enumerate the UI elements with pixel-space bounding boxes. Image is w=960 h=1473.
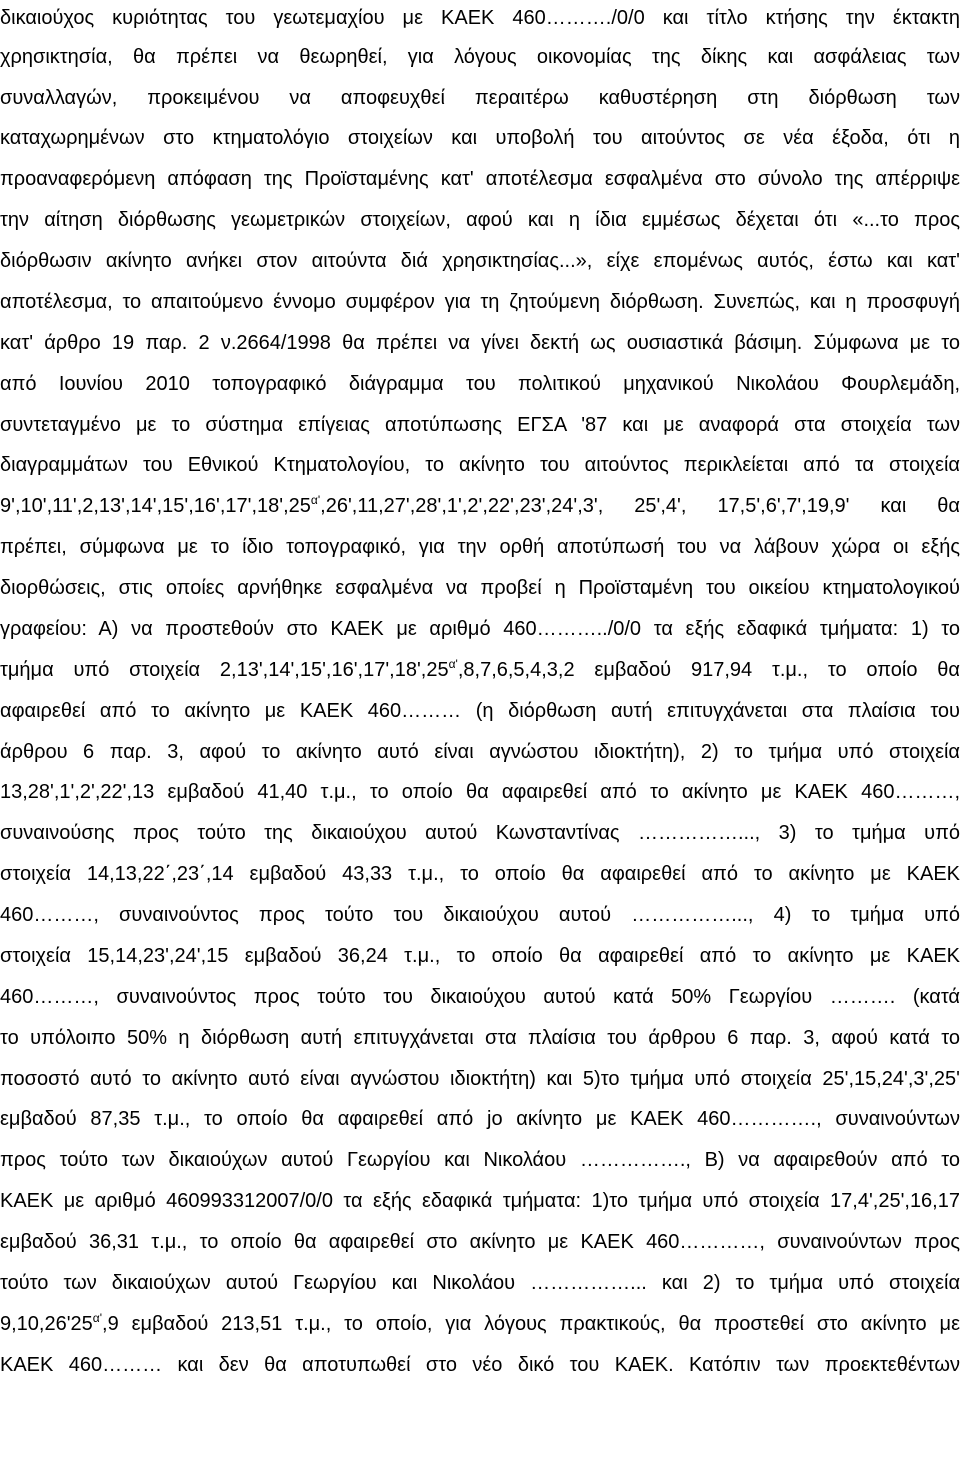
line-text: 9',10',11',2,13',14',15',16',17',18',25 (0, 495, 311, 517)
text-line: πρέπει, σύμφωνα με το ίδιο τοπογραφικό, για την ορθή αποτύπωσή του να λάβουν χώρα οι εξής (0, 536, 960, 558)
text-line: στοιχεία 14,13,22΄,23΄,14 εμβαδού 43,33 τ.μ., το οποίο θα αφαιρεθεί από το ακίνητο με ΚΑΕΚ (0, 863, 960, 885)
line-text: ,8,7,6,5,4,3,2 εμβαδού 917,94 τ.μ., το οποίο θα (457, 659, 960, 681)
text-line: συναινούσης προς τούτο της δικαιούχου αυτού Κωνσταντίνας ……………..., 3) το τμήμα υπό (0, 822, 960, 844)
text-line: εμβαδού 87,35 τ.μ., το οποίο θα αφαιρεθεί από jo ακίνητο με ΚΑΕΚ 460…………., συναινούντων (0, 1108, 960, 1130)
text-line: τούτο των δικαιούχων αυτού Γεωργίου και Νικολάου ……………... και 2) το τμήμα υπό στοιχεία (0, 1272, 960, 1294)
line-text: τμήμα υπό στοιχεία 2,13',14',15',16',17',18',25 (0, 659, 449, 681)
text-line: γραφείου: Α) να προστεθούν στο ΚΑΕΚ με αριθμό 460………../0/0 τα εξής εδαφικά τμήματα: 1) το (0, 618, 960, 640)
text-line: κατ' άρθρο 19 παρ. 2 ν.2664/1998 θα πρέπει να γίνει δεκτή ως ουσιαστικά βάσιμη. Σύμφωνα με το (0, 332, 960, 354)
text-line: συντεταγμένο με το σύστημα επίγειας αποτύπωσης ΕΓΣΑ '87 και με αναφορά στα στοιχεία των (0, 414, 960, 436)
text-line (0, 1306, 960, 1342)
text-line: διορθώσεις, στις οποίες αρνήθηκε εσφαλμένα να προβεί η Προϊσταμένη του οικείου κτηματολογικού (0, 577, 960, 599)
text-line: δικαιούχος κυριότητας του γεωτεμαχίου με ΚΑΕΚ 460………./0/0 και τίτλο κτήσης την έκτακτη (0, 7, 960, 29)
text-line: από Ιουνίου 2010 τοπογραφικό διάγραμμα του πολιτικού μηχανικού Νικολάου Φουρλεμάδη, (0, 373, 960, 395)
text-line: 460………, συναινούντος προς τούτο του δικαιούχου αυτού κατά 50% Γεωργίου ………. (κατά (0, 986, 960, 1008)
text-line: διαγραμμάτων του Εθνικού Κτηματολογίου, το ακίνητο του αιτούντος περικλείεται από τα στοιχεία (0, 454, 960, 476)
text-line: αφαιρεθεί από το ακίνητο με ΚΑΕΚ 460……… (η διόρθωση αυτή επιτυγχάνεται στα πλαίσια του (0, 700, 960, 722)
text-line: ποσοστό αυτό το ακίνητο αυτό είναι αγνώστου ιδιοκτήτη) και 5)το τμήμα υπό στοιχεία 25',15,24',3',25' (0, 1068, 960, 1090)
text-line: εμβαδού 36,31 τ.μ., το οποίο θα αφαιρεθεί στο ακίνητο με ΚΑΕΚ 460…………, συναινούντων προς (0, 1231, 960, 1253)
text-line: καταχωρημένων στο κτηματολόγιο στοιχείων και υποβολή του αιτούντος σε νέα έξοδα, ότι η (0, 127, 960, 149)
text-line: την αίτηση διόρθωσης γεωμετρικών στοιχείων, αφού και η ίδια εμμέσως δέχεται ότι «...το προς (0, 209, 960, 231)
text-line: διόρθωσιν ακίνητο ανήκει στον αιτούντα διά χρησικτησίας...», είχε επομένως αυτός, έστω και κατ' (0, 250, 960, 272)
text-line: προς τούτο των δικαιούχων αυτού Γεωργίου και Νικολάου ……………., Β) να αφαιρεθούν από το (0, 1149, 960, 1171)
text-line: ΚΑΕΚ 460……… και δεν θα αποτυπωθεί στο νέο δικό του ΚΑΕΚ. Κατόπιν των προεκτεθέντων (0, 1354, 960, 1376)
superscript: α' (310, 493, 321, 507)
line-text: 9,10,26'25 (0, 1313, 93, 1335)
text-line: χρησικτησία, θα πρέπει να θεωρηθεί, για λόγους οικονομίας της δίκης και ασφάλειας των (0, 46, 960, 68)
text-line: ΚΑΕΚ με αριθμό 460993312007/0/0 τα εξής εδαφικά τμήματα: 1)το τμήμα υπό στοιχεία 17,4',25',16,17 (0, 1190, 960, 1212)
text-line: 13,28',1',2',22',13 εμβαδού 41,40 τ.μ., το οποίο θα αφαιρεθεί από το ακίνητο με ΚΑΕΚ 460………, (0, 781, 960, 803)
text-line: προαναφερόμενη απόφαση της Προϊσταμένης κατ' αποτέλεσμα εσφαλμένα στο σύνολο της απέρριψε (0, 168, 960, 190)
text-line (0, 488, 960, 524)
text-line: αποτέλεσμα, το απαιτούμενο έννομο συμφέρον για τη ζητούμενη διόρθωση. Συνεπώς, και η προσφυγή (0, 291, 960, 313)
line-text: ,9 εμβαδού 213,51 τ.μ., το οποίο, για λόγους πρακτικούς, θα προστεθεί στο ακίνητο με (102, 1313, 960, 1335)
text-line: 460………, συναινούντος προς τούτο του δικαιούχου αυτού ……………..., 4) το τμήμα υπό (0, 904, 960, 926)
text-line: συναλλαγών, προκειμένου να αποφευχθεί περαιτέρω καθυστέρηση στη διόρθωση των (0, 87, 960, 109)
text-line: άρθρου 6 παρ. 3, αφού το ακίνητο αυτό είναι αγνώστου ιδιοκτήτη), 2) το τμήμα υπό στοιχεία (0, 741, 960, 763)
text-line: στοιχεία 15,14,23',24',15 εμβαδού 36,24 τ.μ., το οποίο θα αφαιρεθεί από το ακίνητο με ΚΑΕΚ (0, 945, 960, 967)
superscript: α' (448, 657, 458, 671)
text-line: το υπόλοιπο 50% η διόρθωση αυτή επιτυγχάνεται στα πλαίσια του άρθρου 6 παρ. 3, αφού κατά το (0, 1027, 960, 1049)
text-line (0, 652, 960, 688)
superscript: α' (92, 1311, 103, 1325)
line-text: ,26',11,27',28',1',2',22',23',24',3', 25',4', 17,5',6',7',19,9' και θα (320, 495, 960, 517)
